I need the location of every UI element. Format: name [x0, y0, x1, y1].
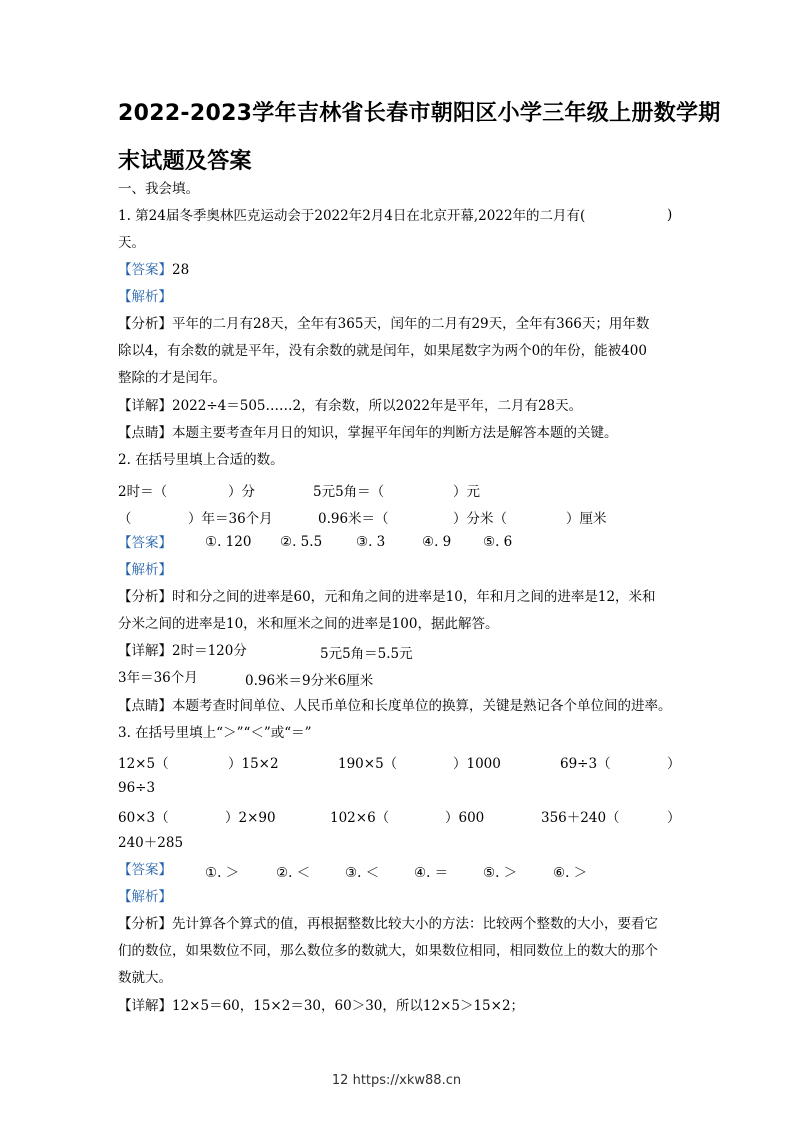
- q3-answer-1: ①. ＞: [205, 865, 240, 881]
- q2-fenxi-2: 分米之间的进率是10，米和厘米之间的进率是100，据此解答。: [118, 616, 499, 632]
- q2-fenxi-1: [118, 588, 656, 606]
- q1-xiangjie: [118, 397, 582, 415]
- q1-fenxi-2: 除以4，有余数的就是平年，没有余数的就是闰年，如果尾数字为两个0的年份，能被400: [118, 343, 647, 359]
- dianjing-tag: 【点睛】: [118, 425, 172, 441]
- q1-dianjing: [118, 424, 618, 442]
- jiexi-tag: 【解析】: [118, 562, 172, 578]
- q2-answer-5: ⑤. 6: [483, 534, 513, 550]
- fenxi-text: 先计算各个算式的值，再根据整数比较大小的方法：比较两个整数的大小，要看它: [172, 916, 658, 932]
- q3-r1-d: ）1000: [453, 756, 501, 772]
- q3-r2-g: 240＋285: [118, 835, 184, 851]
- q2-row2-a: （: [118, 511, 132, 527]
- q2-jiexi: [118, 561, 172, 579]
- title-line-1: 2022-2023学年吉林省长春市朝阳区小学三年级上册数学期: [118, 101, 721, 126]
- q3-fenxi-2: 们的数位，如果数位不同，那么数位多的数就大，如果数位相同，相同数位上的数大的那个: [118, 943, 658, 959]
- question-1-line-1: [118, 207, 585, 225]
- q3-jiexi: [118, 888, 172, 906]
- q3-r2-b: ）2×90: [225, 810, 276, 826]
- fenxi-tag: 【分析】: [118, 916, 172, 932]
- q3-answer-5: ⑤. ＞: [483, 865, 518, 881]
- q1-answer: [118, 261, 189, 279]
- fenxi-text: 平年的二月有28天，全年有365天，闰年的二月有29天，全年有366天；用年数: [172, 316, 650, 332]
- q2-xiangjie-2a: 3年＝36个月: [118, 670, 198, 686]
- q2-answer-1: ①. 120: [205, 534, 252, 550]
- q2-row2-d: ）分米（: [453, 511, 507, 527]
- q3-answer-3: ③. ＜: [345, 865, 380, 881]
- q3-r2-a: 60×3（: [118, 810, 169, 826]
- xiangjie-tag: 【详解】: [118, 998, 172, 1014]
- q3-answer-4: ④. ＝: [414, 865, 449, 881]
- fenxi-text: 时和分之间的进率是60，元和角之间的进率是10，年和月之间的进率是12，米和: [172, 589, 656, 605]
- page-footer: 12 https://xkw88.cn: [331, 1073, 462, 1088]
- q2-row2-b: ）年＝36个月: [188, 511, 273, 527]
- q3-r1-f: ）: [667, 756, 681, 772]
- question-2-text: 2. 在括号里填上合适的数。: [118, 452, 284, 468]
- q2-xiangjie-1b: 5元5角＝5.5元: [320, 646, 413, 662]
- q2-answer-2: ②. 5.5: [280, 534, 323, 550]
- xiangjie-text: 2022÷4＝505……2，有余数，所以2022年是平年，二月有28天。: [172, 398, 583, 414]
- q2-row2-e: ）厘米: [566, 511, 607, 527]
- q1-fenxi-3: 整除的才是闰年。: [118, 370, 226, 386]
- jiexi-tag: 【解析】: [118, 289, 172, 305]
- q2-answer: [118, 534, 172, 552]
- q3-answer: [118, 861, 172, 879]
- q2-xiangjie-1: [118, 642, 247, 660]
- jiexi-tag: 【解析】: [118, 889, 172, 905]
- fenxi-tag: 【分析】: [118, 316, 172, 332]
- q3-r2-d: ）600: [445, 810, 485, 826]
- xiangjie-text: 2时＝120分: [172, 643, 247, 659]
- fenxi-tag: 【分析】: [118, 589, 172, 605]
- q1-bracket-end: ): [667, 207, 673, 223]
- q1-fenxi-1: [118, 315, 649, 333]
- q2-row1-c: 5元5角＝（: [313, 484, 385, 500]
- answer-value: 28: [172, 262, 190, 278]
- q2-xiangjie-2b: 0.96米＝9分米6厘米: [245, 673, 374, 689]
- q2-dianjing: [118, 697, 672, 715]
- q3-r2-e: 356＋240（: [541, 810, 620, 826]
- q3-r1-b: ）15×2: [228, 756, 279, 772]
- q2-row1-b: ）分: [228, 484, 255, 500]
- q3-fenxi-3: 数就大。: [118, 970, 172, 986]
- q2-row2-c: 0.96米＝（: [318, 511, 389, 527]
- q2-row1-a: 2时＝（: [118, 484, 168, 500]
- q3-r1-e: 69÷3（: [560, 756, 611, 772]
- q3-fenxi-1: [118, 915, 658, 933]
- answer-tag: 【答案】: [118, 262, 172, 278]
- q2-row1-d: ）元: [453, 484, 480, 500]
- answer-tag: 【答案】: [118, 862, 172, 878]
- q3-r1-a: 12×5（: [118, 756, 169, 772]
- dianjing-text: 本题主要考查年月日的知识，掌握平年闰年的判断方法是解答本题的关键。: [172, 425, 618, 441]
- q1-jiexi: [118, 288, 172, 306]
- section-heading: 一、我会填。: [118, 181, 199, 197]
- q3-answer-6: ⑥. ＞: [553, 865, 588, 881]
- q3-r1-c: 190×5（: [338, 756, 398, 772]
- q3-xiangjie: [118, 997, 524, 1015]
- xiangjie-tag: 【详解】: [118, 398, 172, 414]
- dianjing-tag: 【点睛】: [118, 698, 172, 714]
- q3-r1-g: 96÷3: [118, 780, 156, 796]
- xiangjie-tag: 【详解】: [118, 643, 172, 659]
- q3-answer-2: ②. ＜: [276, 865, 311, 881]
- question-3-text: 3. 在括号里填上“＞”“＜”或“＝”: [118, 725, 312, 741]
- q3-r2-c: 102×6（: [330, 810, 390, 826]
- q2-answer-3: ③. 3: [356, 534, 386, 550]
- q1-text: 1. 第24届冬季奥林匹克运动会于2022年2月4日在北京开幕,2022年的二月有(: [118, 208, 586, 224]
- xiangjie-text: 12×5＝60，15×2＝30，60＞30，所以12×5＞15×2；: [172, 998, 525, 1014]
- dianjing-text: 本题考查时间单位、人民币单位和长度单位的换算，关键是熟记各个单位间的进率。: [172, 698, 672, 714]
- question-1-line-2: 天。: [118, 235, 145, 251]
- answer-tag: 【答案】: [118, 535, 172, 551]
- q2-answer-4: ④. 9: [422, 534, 452, 550]
- q3-r2-f: ）: [667, 810, 681, 826]
- title-line-2: 末试题及答案: [118, 149, 252, 174]
